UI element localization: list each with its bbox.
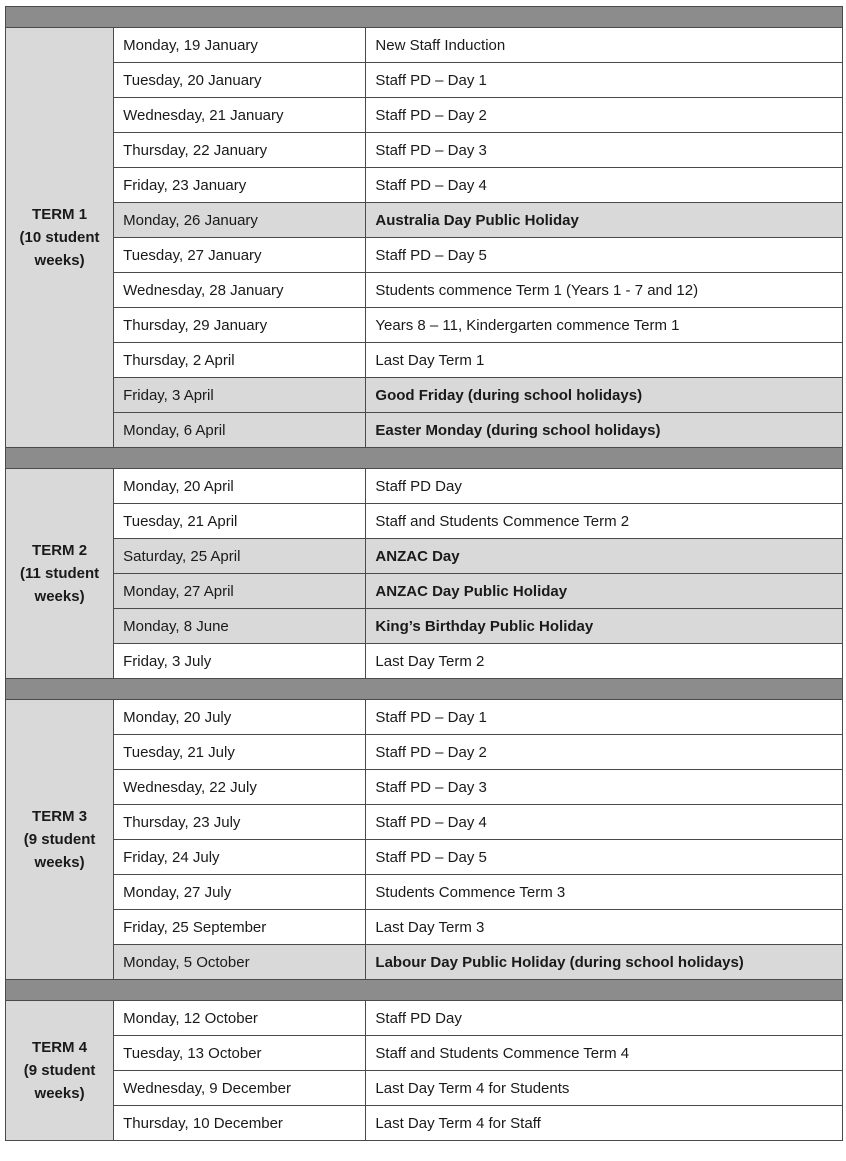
date-cell: Thursday, 23 July [114,805,366,840]
holiday-event-cell: Labour Day Public Holiday (during school holidays) [366,945,843,980]
date-cell: Friday, 23 January [114,168,366,203]
date-cell: Tuesday, 13 October [114,1036,366,1071]
term-name: TERM 2 [32,542,88,559]
event-cell: Staff PD Day [366,1001,843,1036]
term-name: TERM 3 [32,808,88,825]
date-cell: Monday, 20 April [114,469,366,504]
calendar-row [6,735,843,770]
calendar-row [6,1071,843,1106]
event-cell: Staff PD – Day 4 [366,805,843,840]
event-cell: Staff and Students Commence Term 2 [366,504,843,539]
date-cell: Wednesday, 9 December [114,1071,366,1106]
calendar-row [6,1036,843,1071]
date-cell: Saturday, 25 April [114,539,366,574]
event-cell: Years 8 – 11, Kindergarten commence Term 1 [366,308,843,343]
calendar-row [6,133,843,168]
term-label-cell [6,700,114,980]
calendar-row [6,63,843,98]
date-cell: Wednesday, 21 January [114,98,366,133]
term-separator [6,448,843,469]
date-cell: Friday, 25 September [114,910,366,945]
event-cell: Last Day Term 4 for Staff [366,1106,843,1141]
date-cell: Monday, 12 October [114,1001,366,1036]
term-separator-bar [6,448,843,469]
term-name: TERM 1 [32,206,88,223]
date-cell: Friday, 24 July [114,840,366,875]
term-label-cell [6,28,114,448]
date-cell: Monday, 26 January [114,203,366,238]
term-name: TERM 4 [32,1039,88,1056]
event-cell: Staff PD – Day 5 [366,840,843,875]
term-label-cell [6,1001,114,1141]
event-cell: New Staff Induction [366,28,843,63]
calendar-row [6,469,843,504]
holiday-event-cell: Easter Monday (during school holidays) [366,413,843,448]
calendar-row [6,273,843,308]
date-cell: Friday, 3 July [114,644,366,679]
calendar-row [6,343,843,378]
holiday-event-cell: ANZAC Day [366,539,843,574]
calendar-row [6,28,843,63]
calendar-row [6,378,843,413]
holiday-event-cell: ANZAC Day Public Holiday [366,574,843,609]
event-cell: Staff PD – Day 2 [366,735,843,770]
calendar-row [6,910,843,945]
date-cell: Monday, 27 July [114,875,366,910]
event-cell: Last Day Term 2 [366,644,843,679]
date-cell: Thursday, 22 January [114,133,366,168]
term-separator [6,980,843,1001]
calendar-row [6,644,843,679]
event-cell: Staff PD – Day 3 [366,133,843,168]
date-cell: Monday, 6 April [114,413,366,448]
term-weeks: (11 student weeks) [19,565,100,605]
event-cell: Staff PD – Day 5 [366,238,843,273]
calendar-row [6,539,843,574]
date-cell: Monday, 19 January [114,28,366,63]
date-cell: Tuesday, 27 January [114,238,366,273]
term-separator-bar [6,7,843,28]
calendar-row [6,840,843,875]
calendar-row [6,504,843,539]
calendar-row [6,945,843,980]
date-cell: Thursday, 2 April [114,343,366,378]
calendar-row [6,413,843,448]
calendar-row [6,574,843,609]
calendar-row [6,203,843,238]
term-separator [6,7,843,28]
calendar-row [6,805,843,840]
calendar-row [6,168,843,203]
term-separator [6,679,843,700]
calendar-row [6,1106,843,1141]
event-cell: Students Commence Term 3 [366,875,843,910]
date-cell: Thursday, 10 December [114,1106,366,1141]
date-cell: Tuesday, 21 April [114,504,366,539]
term-weeks: (10 student weeks) [19,229,100,269]
event-cell: Staff PD – Day 4 [366,168,843,203]
date-cell: Thursday, 29 January [114,308,366,343]
date-cell: Wednesday, 28 January [114,273,366,308]
calendar-row [6,700,843,735]
school-calendar-table [5,6,843,1141]
term-weeks: (9 student weeks) [23,1062,96,1102]
term-separator-bar [6,980,843,1001]
event-cell: Last Day Term 3 [366,910,843,945]
term-separator-bar [6,679,843,700]
event-cell: Staff PD – Day 3 [366,770,843,805]
calendar-body [6,7,843,1141]
date-cell: Monday, 27 April [114,574,366,609]
calendar-row [6,308,843,343]
term-weeks: (9 student weeks) [23,831,96,871]
calendar-row [6,1001,843,1036]
event-cell: Students commence Term 1 (Years 1 - 7 and 12) [366,273,843,308]
term-label-cell [6,469,114,679]
calendar-row [6,770,843,805]
holiday-event-cell: Australia Day Public Holiday [366,203,843,238]
event-cell: Staff PD – Day 1 [366,700,843,735]
holiday-event-cell: Good Friday (during school holidays) [366,378,843,413]
event-cell: Staff PD – Day 2 [366,98,843,133]
event-cell: Staff PD – Day 1 [366,63,843,98]
holiday-event-cell: King’s Birthday Public Holiday [366,609,843,644]
date-cell: Friday, 3 April [114,378,366,413]
date-cell: Monday, 8 June [114,609,366,644]
calendar-row [6,238,843,273]
date-cell: Monday, 20 July [114,700,366,735]
calendar-row [6,875,843,910]
date-cell: Wednesday, 22 July [114,770,366,805]
date-cell: Tuesday, 21 July [114,735,366,770]
event-cell: Last Day Term 1 [366,343,843,378]
date-cell: Monday, 5 October [114,945,366,980]
calendar-row [6,609,843,644]
event-cell: Staff PD Day [366,469,843,504]
date-cell: Tuesday, 20 January [114,63,366,98]
event-cell: Staff and Students Commence Term 4 [366,1036,843,1071]
event-cell: Last Day Term 4 for Students [366,1071,843,1106]
calendar-row [6,98,843,133]
